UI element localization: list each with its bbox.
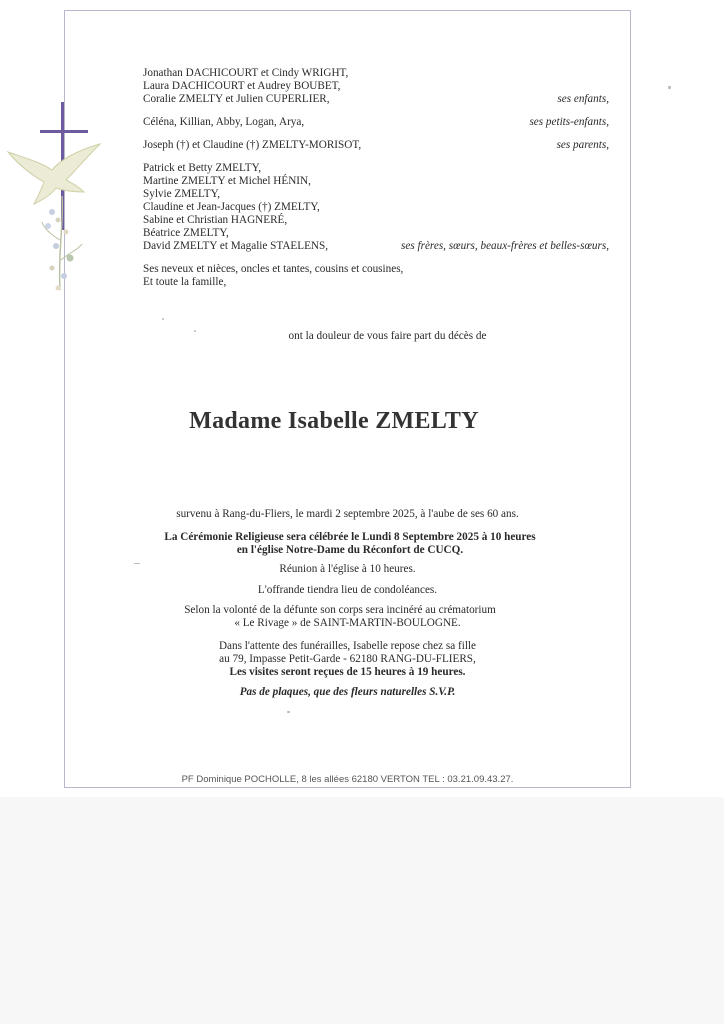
death-line: survenu à Rang-du-Fliers, le mardi 2 septembre 2025, à l'aube de ses 60 ans.: [176, 508, 519, 520]
family-row: Coralie ZMELTY et Julien CUPERLIER, ses enfants,: [143, 93, 609, 105]
rest-line-1: Dans l'attente des funérailles, Isabelle repose chez sa fille: [218, 640, 477, 652]
family-list: [143, 67, 609, 289]
scan-speck: [668, 86, 671, 89]
family-row: David ZMELTY et Magalie STAELENS, ses frères, sœurs, beaux-frères et belles-sœurs,: [143, 240, 609, 252]
announcement-text: ont la douleur de vous faire part du décès de: [288, 330, 487, 342]
meeting-text: Réunion à l'église à 10 heures.: [279, 563, 416, 575]
scan-speck: [162, 318, 164, 320]
deceased-name: Madame Isabelle ZMELTY: [189, 408, 479, 434]
family-row: Sabine et Christian HAGNERÉ,: [143, 214, 288, 226]
family-row: Martine ZMELTY et Michel HÉNIN,: [143, 175, 311, 187]
family-row: Jonathan DACHICOURT et Cindy WRIGHT,: [143, 67, 349, 79]
family-row: Claudine et Jean-Jacques (†) ZMELTY,: [143, 201, 320, 213]
scan-speck: [287, 711, 290, 713]
family-row: Céléna, Killian, Abby, Logan, Arya, ses petits-enfants,: [143, 116, 609, 128]
scan-speck: [194, 330, 196, 332]
cremation-line-1: Selon la volonté de la défunte son corps sera incinéré au crématorium: [184, 604, 496, 616]
family-row: Sylvie ZMELTY,: [143, 188, 221, 200]
funeral-home-footer: PF Dominique POCHOLLE, 8 les allées 62180 VERTON TEL : 03.21.09.43.27.: [181, 774, 514, 785]
visits-text: Les visites seront reçues de 15 heures à 19 heures.: [229, 666, 466, 678]
ceremony-line-1: La Cérémonie Religieuse sera célébrée le Lundi 8 Septembre 2025 à 10 heures: [164, 531, 536, 543]
family-row: Patrick et Betty ZMELTY,: [143, 162, 262, 174]
family-row: Joseph (†) et Claudine (†) ZMELTY-MORISOT, ses parents,: [143, 139, 609, 151]
family-row: Béatrice ZMELTY,: [143, 227, 229, 239]
ceremony-line-2: en l'église Notre-Dame du Réconfort de CUCQ.: [236, 544, 464, 556]
family-row: Ses neveux et nièces, oncles et tantes, cousins et cousines,: [143, 263, 404, 275]
rest-line-2: au 79, Impasse Petit-Garde - 62180 RANG-DU-FLIERS,: [219, 653, 476, 665]
flowers-text: Pas de plaques, que des fleurs naturelles S.V.P.: [239, 686, 456, 698]
family-row: Et toute la famille,: [143, 276, 227, 288]
cross-dove-flowers-icon: [0, 100, 110, 300]
scan-speck: [134, 563, 140, 564]
scan-background: [0, 797, 724, 1024]
offering-text: L'offrande tiendra lieu de condoléances.: [257, 584, 438, 596]
family-row: Laura DACHICOURT et Audrey BOUBET,: [143, 80, 341, 92]
cremation-line-2: « Le Rivage » de SAINT-MARTIN-BOULOGNE.: [234, 617, 461, 629]
